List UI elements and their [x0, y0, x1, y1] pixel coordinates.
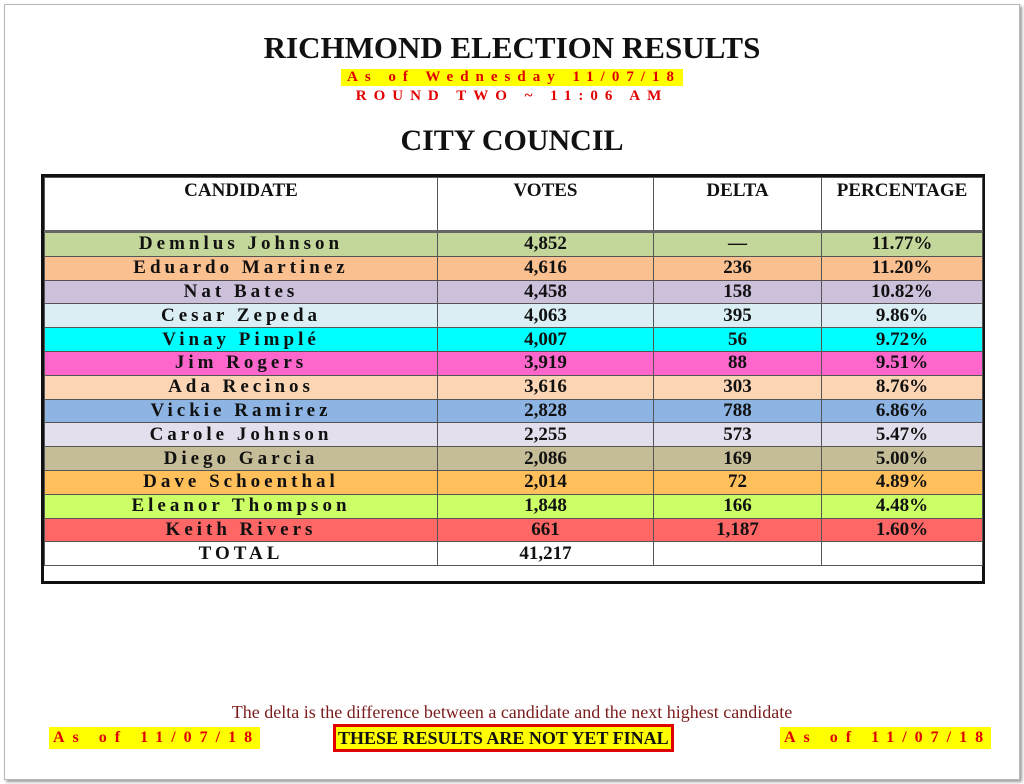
table-row	[45, 304, 983, 328]
cell-delta: 88	[654, 351, 822, 375]
cell-delta: 788	[654, 399, 822, 423]
total-votes: 41,217	[438, 542, 654, 566]
cell-percentage: 9.86%	[822, 304, 983, 328]
cell-votes: 2,014	[438, 470, 654, 494]
cell-candidate: Eleanor Thompson	[45, 494, 438, 518]
page-title: RICHMOND ELECTION RESULTS	[263, 30, 761, 65]
total-percentage	[822, 542, 983, 566]
table-header-row	[45, 178, 983, 232]
cell-percentage: 6.86%	[822, 399, 983, 423]
cell-percentage: 11.77%	[822, 232, 983, 257]
table-row	[45, 351, 983, 375]
cell-candidate: Ada Recinos	[45, 375, 438, 399]
cell-votes: 4,063	[438, 304, 654, 328]
column-header-percentage: PERCENTAGE	[822, 178, 983, 232]
total-label: TOTAL	[45, 542, 438, 566]
cell-votes: 4,852	[438, 232, 654, 257]
cell-votes: 1,848	[438, 494, 654, 518]
cell-votes: 3,616	[438, 375, 654, 399]
table-row	[45, 232, 983, 257]
footer-as-of-right: As of 11/07/18	[780, 727, 991, 749]
cell-percentage: 10.82%	[822, 280, 983, 304]
cell-delta: 169	[654, 447, 822, 471]
delta-note: The delta is the difference between a candidate and the next highest candidate	[231, 702, 793, 722]
cell-votes: 2,086	[438, 447, 654, 471]
cell-percentage: 5.00%	[822, 447, 983, 471]
cell-delta: 56	[654, 328, 822, 352]
cell-percentage: 9.51%	[822, 351, 983, 375]
cell-percentage: 1.60%	[822, 518, 983, 542]
cell-candidate: Vickie Ramirez	[45, 399, 438, 423]
cell-candidate: Jim Rogers	[45, 351, 438, 375]
table-row	[45, 328, 983, 352]
table-row	[45, 447, 983, 471]
cell-percentage: 4.48%	[822, 494, 983, 518]
cell-candidate: Eduardo Martinez	[45, 256, 438, 280]
cell-votes: 4,616	[438, 256, 654, 280]
cell-percentage: 5.47%	[822, 423, 983, 447]
results-table	[41, 174, 985, 584]
cell-percentage: 8.76%	[822, 375, 983, 399]
table-row	[45, 256, 983, 280]
footer-as-of-left: As of 11/07/18	[49, 727, 260, 749]
cell-votes: 661	[438, 518, 654, 542]
table-row	[45, 399, 983, 423]
cell-delta: 236	[654, 256, 822, 280]
cell-delta: —	[654, 232, 822, 257]
cell-delta: 1,187	[654, 518, 822, 542]
cell-votes: 2,828	[438, 399, 654, 423]
total-row	[45, 542, 983, 566]
cell-delta: 395	[654, 304, 822, 328]
cell-candidate: Demnlus Johnson	[45, 232, 438, 257]
column-header-votes: VOTES	[438, 178, 654, 232]
cell-votes: 2,255	[438, 423, 654, 447]
cell-percentage: 9.72%	[822, 328, 983, 352]
section-title: CITY COUNCIL	[400, 124, 624, 157]
as-of-date: As of Wednesday 11/07/18	[341, 69, 683, 86]
cell-delta: 573	[654, 423, 822, 447]
cell-delta: 303	[654, 375, 822, 399]
total-delta	[654, 542, 822, 566]
cell-delta: 166	[654, 494, 822, 518]
cell-percentage: 11.20%	[822, 256, 983, 280]
table-row	[45, 423, 983, 447]
as-of-line	[0, 68, 1024, 86]
table-row	[45, 518, 983, 542]
cell-votes: 3,919	[438, 351, 654, 375]
table-row	[45, 494, 983, 518]
cell-candidate: Keith Rivers	[45, 518, 438, 542]
cell-votes: 4,007	[438, 328, 654, 352]
cell-percentage: 4.89%	[822, 470, 983, 494]
round-label: ROUND TWO ~ 11:06 AM	[355, 88, 669, 104]
table-row	[45, 470, 983, 494]
cell-delta: 72	[654, 470, 822, 494]
column-header-delta: DELTA	[654, 178, 822, 232]
cell-candidate: Cesar Zepeda	[45, 304, 438, 328]
cell-candidate: Carole Johnson	[45, 423, 438, 447]
not-final-notice: THESE RESULTS ARE NOT YET FINAL	[333, 724, 674, 752]
cell-candidate: Dave Schoenthal	[45, 470, 438, 494]
cell-candidate: Diego Garcia	[45, 447, 438, 471]
cell-delta: 158	[654, 280, 822, 304]
table-row	[45, 375, 983, 399]
cell-candidate: Nat Bates	[45, 280, 438, 304]
cell-candidate: Vinay Pimplé	[45, 328, 438, 352]
cell-votes: 4,458	[438, 280, 654, 304]
round-line	[0, 87, 1024, 105]
column-header-candidate: CANDIDATE	[45, 178, 438, 232]
table-row	[45, 280, 983, 304]
